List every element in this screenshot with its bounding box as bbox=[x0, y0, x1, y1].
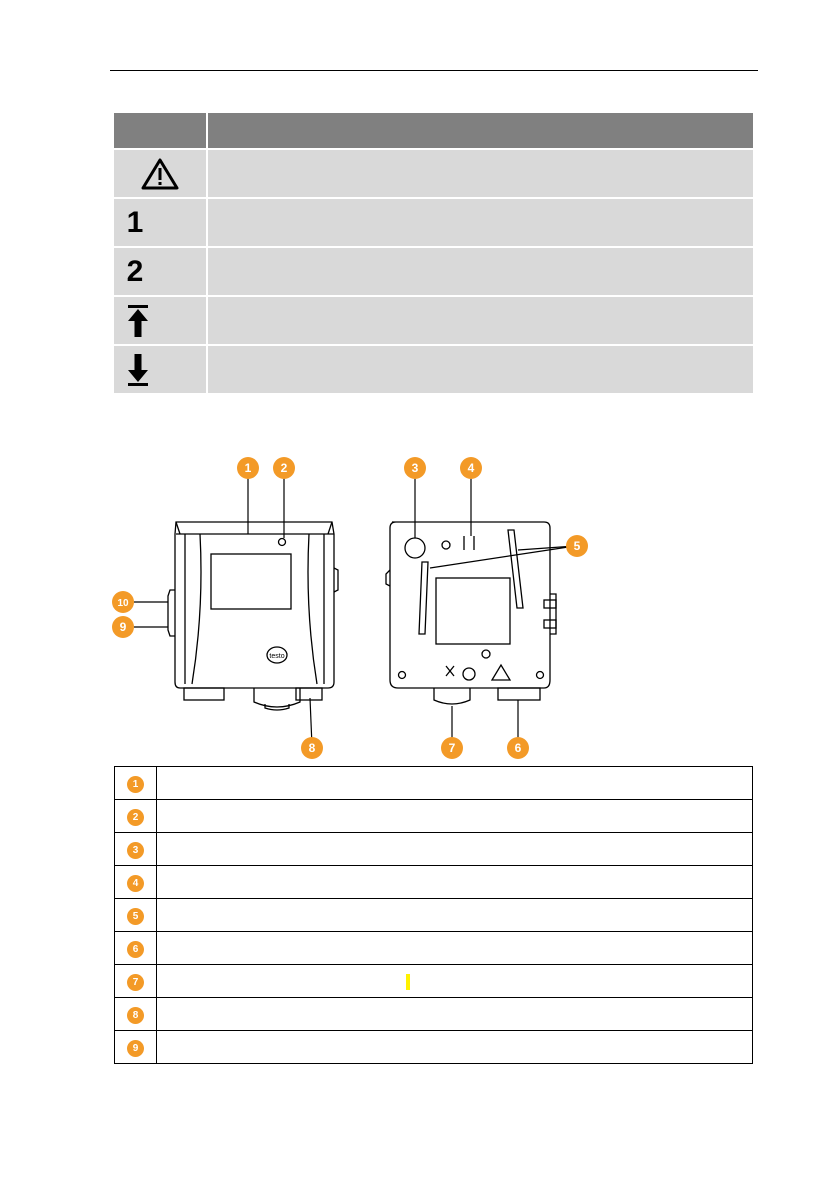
row-separator bbox=[206, 248, 208, 295]
legend-text bbox=[157, 767, 753, 800]
symbol-row-step-1 bbox=[114, 199, 753, 246]
row-separator bbox=[206, 150, 208, 197]
warning-icon bbox=[114, 150, 206, 197]
legend-number-9: 9 bbox=[127, 1040, 144, 1057]
step-2-icon bbox=[114, 248, 206, 295]
device-logo: testo bbox=[269, 653, 285, 660]
legend-text-highlighted bbox=[157, 965, 753, 998]
device-figure bbox=[100, 450, 620, 760]
callout-8 bbox=[301, 737, 323, 759]
header-rule bbox=[110, 70, 758, 71]
legend-row bbox=[115, 767, 753, 800]
svg-text:10: 10 bbox=[117, 598, 129, 609]
svg-text:8: 8 bbox=[308, 741, 316, 755]
row-separator bbox=[206, 297, 208, 344]
symbol-row-arrow-up bbox=[114, 297, 753, 344]
svg-text:2: 2 bbox=[280, 461, 288, 475]
symbol-table-header bbox=[114, 113, 753, 148]
legend-number-6: 6 bbox=[127, 941, 144, 958]
row-separator bbox=[206, 346, 208, 393]
legend-text bbox=[157, 800, 753, 833]
svg-text:5: 5 bbox=[573, 539, 581, 553]
step-2-label: 2 bbox=[126, 254, 144, 288]
legend-row bbox=[115, 899, 753, 932]
symbol-table bbox=[114, 113, 753, 396]
legend-row bbox=[115, 932, 753, 965]
legend-text bbox=[157, 998, 753, 1031]
legend-number-8: 8 bbox=[127, 1007, 144, 1024]
svg-text:9: 9 bbox=[119, 620, 127, 634]
symbol-row-warning bbox=[114, 150, 753, 197]
callout-3 bbox=[404, 457, 426, 479]
legend-number-7: 7 bbox=[127, 974, 144, 991]
legend-row bbox=[115, 800, 753, 833]
legend-text bbox=[157, 833, 753, 866]
svg-text:3: 3 bbox=[411, 461, 419, 475]
legend-number-2: 2 bbox=[127, 809, 144, 826]
legend-text bbox=[157, 932, 753, 965]
legend-number-1: 1 bbox=[127, 776, 144, 793]
step-1-label: 1 bbox=[126, 205, 144, 239]
callout-5 bbox=[566, 535, 588, 557]
legend-row bbox=[115, 833, 753, 866]
legend-number-3: 3 bbox=[127, 842, 144, 859]
callout-9 bbox=[112, 616, 134, 638]
callout-2 bbox=[273, 457, 295, 479]
legend-text bbox=[157, 1031, 753, 1064]
step-1-icon bbox=[114, 199, 206, 246]
legend-row bbox=[115, 1031, 753, 1064]
legend-number-5: 5 bbox=[127, 908, 144, 925]
symbol-row-step-2 bbox=[114, 248, 753, 295]
callout-10 bbox=[112, 591, 134, 613]
legend-row bbox=[115, 965, 753, 998]
arrow-up-icon bbox=[114, 297, 206, 344]
row-separator bbox=[206, 199, 208, 246]
callout-7 bbox=[441, 737, 463, 759]
svg-text:4: 4 bbox=[467, 461, 475, 475]
legend-number-4: 4 bbox=[127, 875, 144, 892]
svg-text:7: 7 bbox=[448, 741, 456, 755]
legend-text bbox=[157, 899, 753, 932]
callout-6 bbox=[507, 737, 529, 759]
svg-text:1: 1 bbox=[244, 461, 252, 475]
legend-text bbox=[157, 866, 753, 899]
symbol-row-arrow-down bbox=[114, 346, 753, 393]
header-divider bbox=[206, 113, 208, 148]
svg-text:6: 6 bbox=[514, 741, 522, 755]
arrow-down-icon bbox=[114, 346, 206, 393]
legend-row bbox=[115, 866, 753, 899]
legend-row bbox=[115, 998, 753, 1031]
legend-table bbox=[114, 766, 753, 1064]
callout-4 bbox=[460, 457, 482, 479]
callout-1 bbox=[237, 457, 259, 479]
device-front-view bbox=[168, 522, 338, 710]
highlight-mark bbox=[406, 974, 410, 990]
